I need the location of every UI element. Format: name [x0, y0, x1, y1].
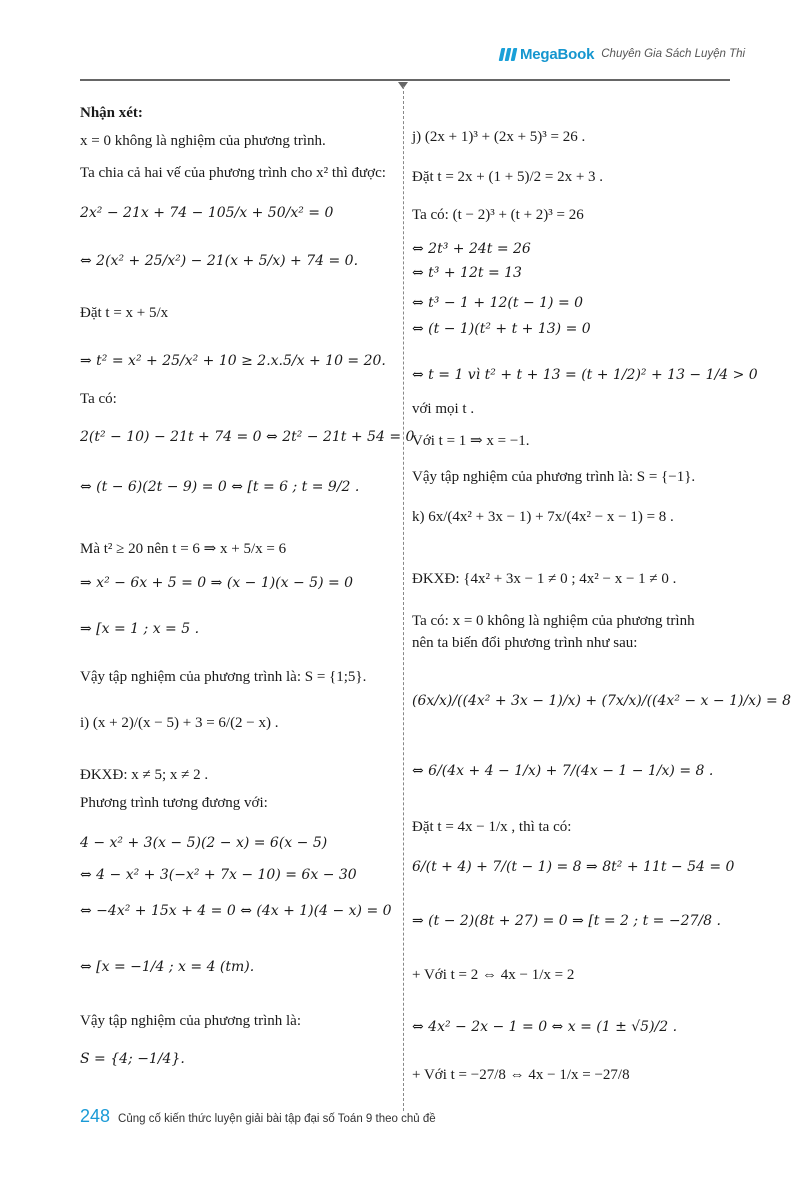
text-line: Vậy tập nghiệm của phương trình là: S = {1;5}.: [80, 669, 367, 685]
text-line: Với t = 1 ⇒ x = −1.: [412, 433, 530, 449]
heading-nhan-xet: Nhận xét:: [80, 105, 143, 121]
text-line: Ta có:: [80, 391, 117, 407]
math-line: ⇔ 4 − x² + 3(−x² + 7x − 10) = 6x − 30: [80, 867, 357, 883]
text-line: Phương trình tương đương với:: [80, 795, 268, 811]
brand-name: MegaBook: [520, 45, 595, 63]
math-line: ⇔ 2t³ + 24t = 26: [412, 241, 531, 257]
math-line: ⇔ 6/(4x + 4 − 1/x) + 7/(4x − 1 − 1/x) = 8 .: [412, 763, 714, 779]
math-line: 6/(t + 4) + 7/(t − 1) = 8 ⇒ 8t² + 11t − 54 = 0: [412, 859, 735, 875]
math-line: ⇔ 4x² − 2x − 1 = 0 ⇔ x = (1 ± √5)/2 .: [412, 1019, 678, 1035]
math-line: ⇔ [x = −1/4 ; x = 4 (tm).: [80, 959, 255, 975]
exercise-k: k) 6x/(4x² + 3x − 1) + 7x/(4x² − x − 1) = 8 .: [412, 509, 674, 525]
header-brand: [500, 42, 745, 66]
math-line: ⇔ t³ + 12t = 13: [412, 265, 522, 281]
column-divider: [403, 86, 404, 1111]
math-line: ⇔ (t − 6)(2t − 9) = 0 ⇔ [t = 6 ; t = 9/2 .: [80, 479, 360, 495]
text-line: Ta có: x = 0 không là nghiệm của phương trình: [412, 613, 695, 629]
exercise-j: j) (2x + 1)³ + (2x + 5)³ = 26 .: [412, 129, 586, 145]
text-line: Đặt t = 4x − 1/x , thì ta có:: [412, 819, 572, 835]
math-line: ⇒ (t − 2)(8t + 27) = 0 ⇒ [t = 2 ; t = −27/8 .: [412, 913, 721, 929]
math-line: ⇔ t³ − 1 + 12(t − 1) = 0: [412, 295, 584, 311]
text-line: x = 0 không là nghiệm của phương trình.: [80, 133, 326, 149]
text-line: ĐKXĐ: x ≠ 5; x ≠ 2 .: [80, 767, 209, 783]
math-line: ⇒ x² − 6x + 5 = 0 ⇒ (x − 1)(x − 5) = 0: [80, 575, 354, 591]
math-line: 4 − x² + 3(x − 5)(2 − x) = 6(x − 5): [80, 835, 328, 851]
math-line: ⇔ t = 1 vì t² + t + 13 = (t + 1/2)² + 13 − 1/4 > 0: [412, 367, 758, 383]
book-title: Củng cố kiến thức luyện giải bài tập đại số Toán 9 theo chủ đề: [118, 1113, 436, 1125]
brand-tagline: Chuyên Gia Sách Luyện Thi: [601, 48, 746, 60]
text-line: Vậy tập nghiệm của phương trình là: S = {−1}.: [412, 469, 696, 485]
text-line: Mà t² ≥ 20 nên t = 6 ⇒ x + 5/x = 6: [80, 541, 287, 557]
math-line: S = {4; −1/4}.: [80, 1051, 185, 1067]
math-line: (6x/x)/((4x² + 3x − 1)/x) + (7x/x)/((4x² − x − 1)/x) = 8: [412, 693, 792, 709]
header-rule: [80, 79, 730, 81]
text-line: nên ta biến đổi phương trình như sau:: [412, 635, 638, 651]
text-line: Đặt t = x + 5/x: [80, 305, 169, 321]
math-line: ⇔ 2(x² + 25/x²) − 21(x + 5/x) + 74 = 0.: [80, 253, 359, 269]
text-line: với mọi t .: [412, 401, 475, 417]
text-line: Đặt t = 2x + (1 + 5)/2 = 2x + 3 .: [412, 169, 604, 185]
text-line: ĐKXĐ: {4x² + 3x − 1 ≠ 0 ; 4x² − x − 1 ≠ 0 .: [412, 571, 677, 587]
math-line: ⇔ −4x² + 15x + 4 = 0 ⇔ (4x + 1)(4 − x) = 0: [80, 903, 392, 919]
math-line: ⇒ [x = 1 ; x = 5 .: [80, 621, 200, 637]
text-line: + Với t = 2 ⇔ 4x − 1/x = 2: [412, 967, 575, 983]
math-line: 2x² − 21x + 74 − 105/x + 50/x² = 0: [80, 205, 334, 221]
math-line: 2(t² − 10) − 21t + 74 = 0 ⇔ 2t² − 21t + 54 = 0: [80, 429, 415, 445]
footer: [80, 1106, 436, 1127]
text-line: + Với t = −27/8 ⇔ 4x − 1/x = −27/8: [412, 1067, 630, 1083]
exercise-i: i) (x + 2)/(x − 5) + 3 = 6/(2 − x) .: [80, 715, 279, 731]
brand-logo-icon: [500, 48, 516, 61]
math-line: ⇒ t² = x² + 25/x² + 10 ≥ 2.x.5/x + 10 = 20.: [80, 353, 386, 369]
page-number: 248: [80, 1106, 111, 1126]
text-line: Ta chia cả hai vế của phương trình cho x² thì được:: [80, 165, 386, 181]
text-line: Ta có: (t − 2)³ + (t + 2)³ = 26: [412, 207, 584, 223]
math-line: ⇔ (t − 1)(t² + t + 13) = 0: [412, 321, 591, 337]
text-line: Vậy tập nghiệm của phương trình là:: [80, 1013, 302, 1029]
